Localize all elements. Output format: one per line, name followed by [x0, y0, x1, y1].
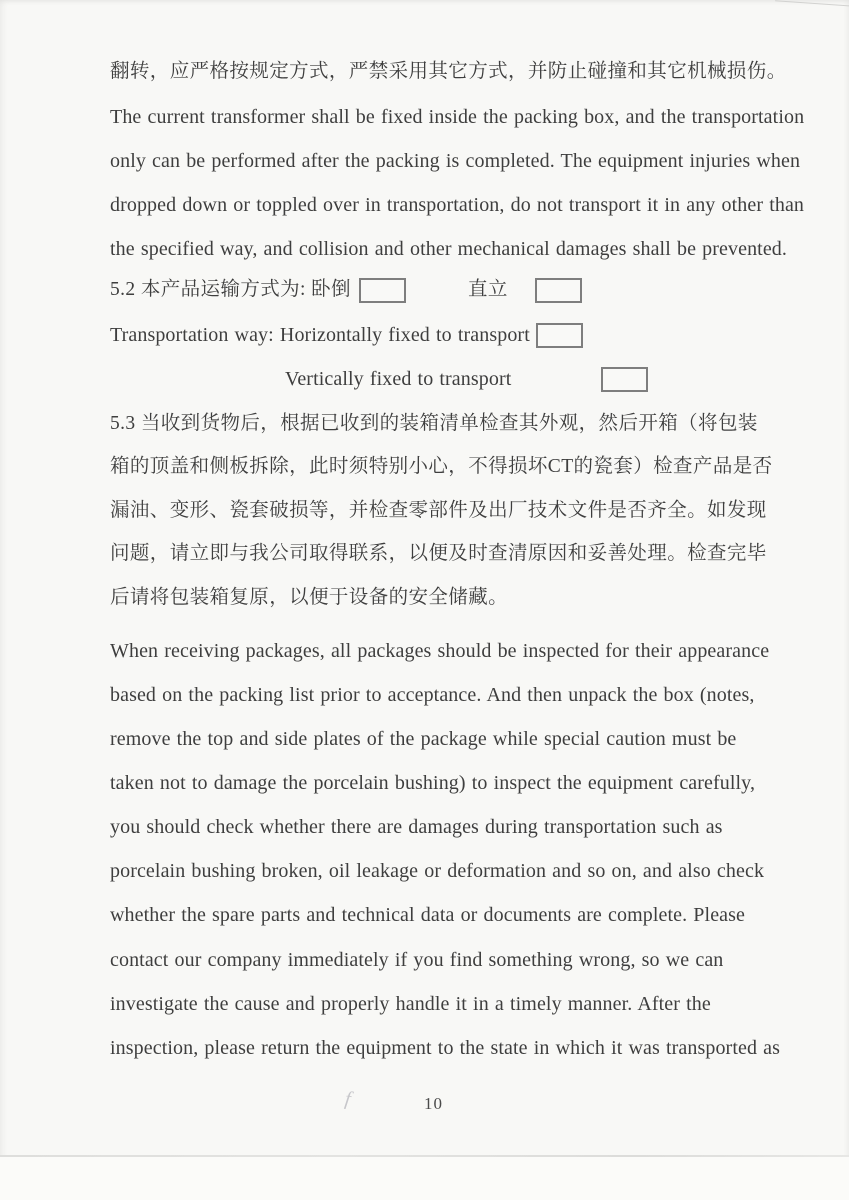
section-5-2-upright-label: 直立	[467, 279, 508, 300]
scan-below-page-area	[0, 1157, 849, 1200]
section-5-3-en-line-9: investigate the cause and properly handle it in a timely manner. After the	[110, 993, 711, 1015]
section-5-3-zh-line-1: 5.3 当收到货物后，根据已收到的装箱清单检查其外观，然后开箱（将包装	[110, 413, 758, 434]
transportation-way-vertical-label: Vertically fixed to transport	[285, 368, 512, 390]
scan-stray-mark: f	[343, 1087, 353, 1111]
paragraph-transport-en-line-2: only can be performed after the packing is completed. The equipment injuries when	[110, 150, 801, 172]
section-5-3-zh-line-4: 问题，请立即与我公司取得联系，以便及时查清原因和妥善处理。检查完毕	[110, 543, 767, 564]
section-5-2-label: 5.2 本产品运输方式为: 卧倒	[110, 279, 351, 300]
paragraph-transport-en-line-1: The current transformer shall be fixed inside the packing box, and the transportation	[110, 106, 805, 128]
checkbox-lying-down[interactable]	[359, 278, 406, 303]
section-5-3-en-line-1: When receiving packages, all packages should be inspected for their appearance	[110, 640, 770, 662]
section-5-3-en-line-4: taken not to damage the porcelain bushing) to inspect the equipment carefully,	[110, 772, 756, 794]
paragraph-transport-en-line-3: dropped down or toppled over in transportation, do not transport it in any other than	[110, 194, 805, 216]
paragraph-flip-zh-line: 翻转，应严格按规定方式，严禁采用其它方式，并防止碰撞和其它机械损伤。	[110, 61, 787, 82]
transportation-way-horizontal-label: Transportation way: Horizontally fixed to transport	[110, 324, 530, 346]
section-5-3-en-line-5: you should check whether there are damages during transportation such as	[110, 816, 723, 838]
section-5-3-en-line-7: whether the spare parts and technical data or documents are complete. Please	[110, 904, 746, 926]
checkbox-horizontally-fixed[interactable]	[536, 323, 583, 348]
section-5-3-en-line-2: based on the packing list prior to acceptance. And then unpack the box (notes,	[110, 684, 755, 706]
section-5-3-en-line-8: contact our company immediately if you find something wrong, so we can	[110, 949, 724, 971]
section-5-3-zh-line-2: 箱的顶盖和侧板拆除，此时须特别小心，不得损坏CT的瓷套）检查产品是否	[110, 456, 773, 477]
section-5-3-zh-line-5: 后请将包装箱复原，以便于设备的安全储藏。	[110, 587, 509, 608]
section-5-3-en-line-10: inspection, please return the equipment to the state in which it was transported as	[110, 1037, 781, 1059]
scan-edge-artifact	[775, 0, 849, 7]
section-5-2-en-horizontal-line	[110, 321, 583, 349]
checkbox-upright[interactable]	[535, 278, 582, 303]
section-5-3-en-line-6: porcelain bushing broken, oil leakage or deformation and so on, and also check	[110, 860, 765, 882]
section-5-2-en-vertical-line	[110, 365, 648, 393]
section-5-2-line	[110, 276, 582, 304]
section-5-3-zh-line-3: 漏油、变形、瓷套破损等，并检查零部件及出厂技术文件是否齐全。如发现	[110, 500, 767, 521]
paragraph-transport-en-line-4: the specified way, and collision and other mechanical damages shall be prevented.	[110, 238, 787, 260]
page-number: 10	[424, 1094, 443, 1113]
checkbox-vertically-fixed[interactable]	[601, 367, 648, 392]
section-5-3-en-line-3: remove the top and side plates of the package while special caution must be	[110, 728, 737, 750]
